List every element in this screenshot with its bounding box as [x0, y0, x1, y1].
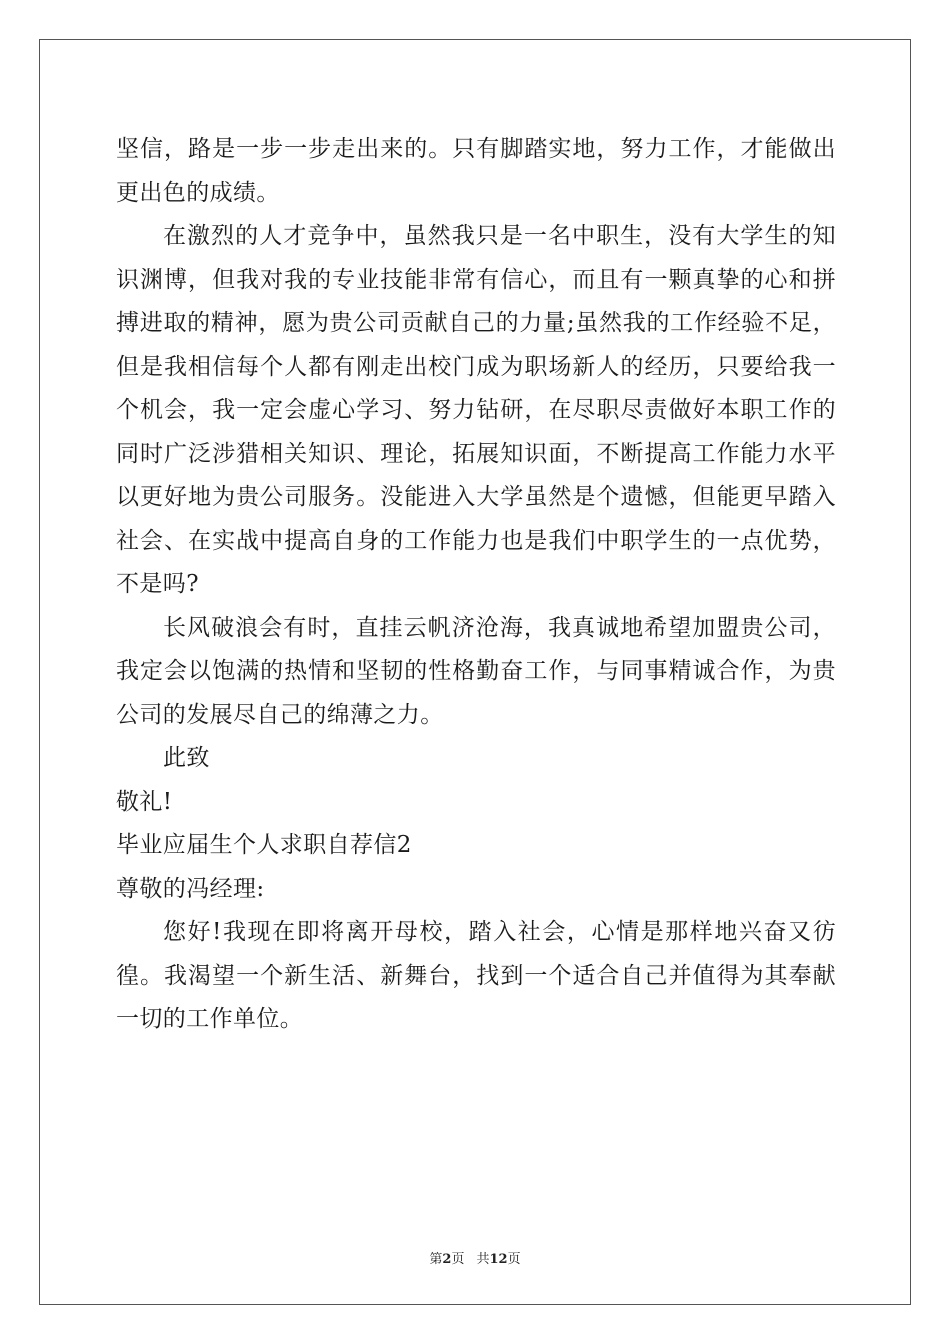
text-line: 一切的工作单位。 [116, 1006, 304, 1032]
text-line: 社会、在实战中提高自身的工作能力也是我们中职学生的一点优势， [116, 527, 836, 554]
page-total: 12 [489, 1252, 508, 1267]
total-unit: 页 [507, 1252, 521, 1267]
text-line: 同时广泛涉猎相关知识、理论，拓展知识面，不断提高工作能力水平 [116, 440, 836, 467]
text-line: 不是吗? [116, 571, 199, 597]
text-line: 公司的发展尽自己的绵薄之力。 [116, 701, 444, 728]
paragraph-start-line: 在激烈的人才竞争中，虽然我只是一名中职生，没有大学生的知 [163, 223, 836, 249]
page-unit: 页 [451, 1252, 465, 1267]
closing-line: 此致 [163, 745, 210, 771]
section-title: 毕业应届生个人求职自荐信2 [116, 832, 412, 858]
text-line: 以更好地为贵公司服务。没能进入大学虽然是个遗憾，但能更早踏入 [116, 484, 836, 510]
page-prefix: 第 [429, 1252, 443, 1267]
page-current: 2 [442, 1252, 452, 1267]
total-prefix: 共 [476, 1252, 490, 1267]
page-footer [0, 1248, 950, 1267]
text-line: 但是我相信每个人都有刚走出校门成为职场新人的经历，只要给我一 [116, 353, 836, 380]
text-line: 我定会以饱满的热情和坚韧的性格勤奋工作，与同事精诚合作，为贵 [116, 658, 836, 684]
greeting-line: 尊敬的冯经理: [116, 875, 265, 902]
paragraph-start-line: 您好!我现在即将离开母校，踏入社会，心情是那样地兴奋又彷 [163, 919, 836, 945]
text-line: 更出色的成绩。 [116, 179, 280, 206]
paragraph-start-line: 长风破浪会有时，直挂云帆济沧海，我真诚地希望加盟贵公司， [163, 614, 836, 641]
document-body [116, 128, 836, 1042]
text-line: 搏进取的精神，愿为贵公司贡献自己的力量;虽然我的工作经验不足， [116, 310, 836, 336]
text-line: 坚信，路是一步一步走出来的。只有脚踏实地，努力工作，才能做出 [116, 136, 836, 162]
text-line: 识渊博，但我对我的专业技能非常有信心，而且有一颗真挚的心和拼 [116, 266, 836, 293]
text-line: 个机会，我一定会虚心学习、努力钻研，在尽职尽责做好本职工作的 [116, 397, 836, 423]
salutation-line: 敬礼! [116, 788, 173, 815]
text-line: 徨。我渴望一个新生活、新舞台，找到一个适合自己并值得为其奉献 [116, 962, 836, 989]
